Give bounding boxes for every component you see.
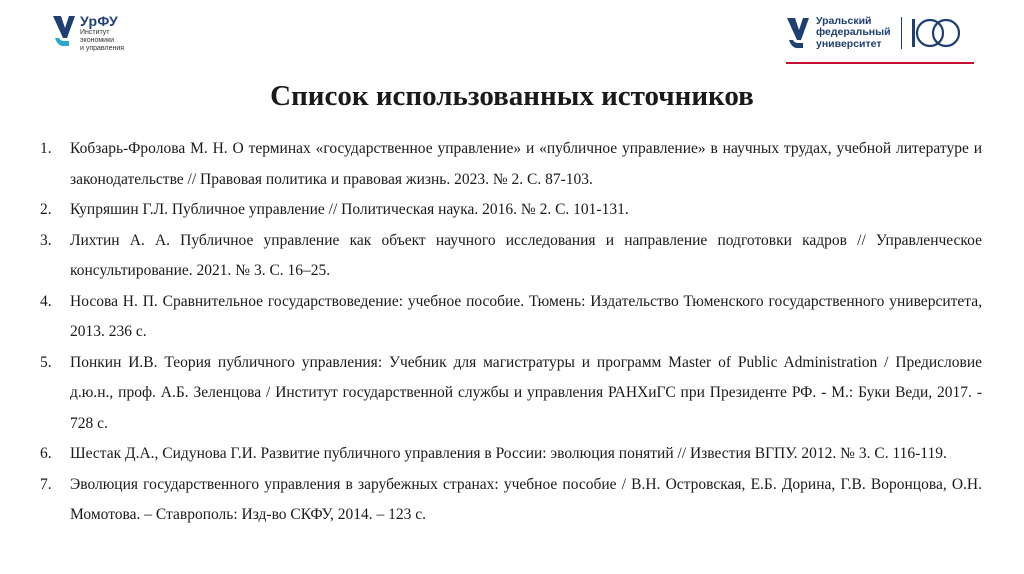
university-name-line-1: Уральский: [816, 14, 872, 27]
logo-separator: [901, 17, 902, 49]
item-number: 5.: [40, 353, 52, 371]
urfu-emblem-icon: [52, 14, 76, 48]
item-number: 6.: [40, 445, 52, 462]
header-accent-line: [786, 62, 974, 64]
page-title: Список использованных источников: [270, 80, 754, 112]
university-u-emblem-icon: [786, 16, 810, 50]
list-item: [40, 439, 982, 470]
item-number: 1.: [40, 140, 52, 157]
list-item: [40, 226, 982, 287]
item-number: 4.: [40, 292, 52, 310]
item-text: Эволюция государственного управления в зарубежных странах: учебное пособие / В.Н. Островская, Е.Б. Дорина, Г.В. Воронцова, О.Н. Момотова. – Ставрополь: Изд-во СКФУ, 2014. – 123 с.: [70, 475, 982, 523]
list-item: [40, 195, 982, 226]
item-number: 3.: [40, 231, 52, 249]
urfu-university-logo: [786, 15, 960, 51]
item-text: Купряшин Г.Л. Публичное управление // Политическая наука. 2016. № 2. С. 101-131.: [70, 201, 629, 218]
list-item: [40, 134, 982, 195]
urfu-brand-text: УрФУ: [80, 13, 119, 29]
item-number: 2.: [40, 201, 52, 218]
institute-line-3: и управления: [80, 45, 125, 52]
reference-list: [40, 134, 982, 531]
item-text: Шестак Д.А., Сидунова Г.И. Развитие публичного управления в России: эволюция понятий // Известия ВГПУ. 2012. № 3. С. 116-119.: [70, 445, 947, 462]
item-text: Носова Н. П. Сравнительное государствоведение: учебное пособие. Тюмень: Издательство Тюменского государственного университета, 2013. 236 с.: [70, 292, 982, 340]
urfu-institute-logo: [52, 14, 124, 53]
list-item: [40, 348, 982, 440]
institute-line-2: экономики: [80, 37, 115, 44]
item-text: Понкин И.В. Теория публичного управления: Учебник для магистратуры и программ Master of Public Administration / Предисловие д.ю.н., проф. А.Б. Зеленцова / Институт государственной службы и управления РАНХиГС при Президенте РФ. - М.: Буки Веди, 2017. - 728 с.: [70, 353, 982, 432]
item-text: Кобзарь-Фролова М. Н. О терминах «государственное управление» и «публичное управление» в научных трудах, учебной литературе и законодательстве // Правовая политика и правовая жизнь. 2023. № 2. С. 87-103.: [70, 140, 982, 188]
item-text: Лихтин А. А. Публичное управление как объект научного исследования и направление подготовки кадров // Управленческое консультирование. 2021. № 3. С. 16–25.: [70, 231, 982, 279]
item-number: 7.: [40, 475, 52, 493]
university-name-line-3: университет: [816, 37, 882, 50]
centenary-emblem-icon: [910, 15, 960, 51]
list-item: [40, 470, 982, 531]
list-item: [40, 287, 982, 348]
institute-line-1: Институт: [80, 29, 110, 36]
university-name-line-2: федеральный: [816, 26, 891, 39]
